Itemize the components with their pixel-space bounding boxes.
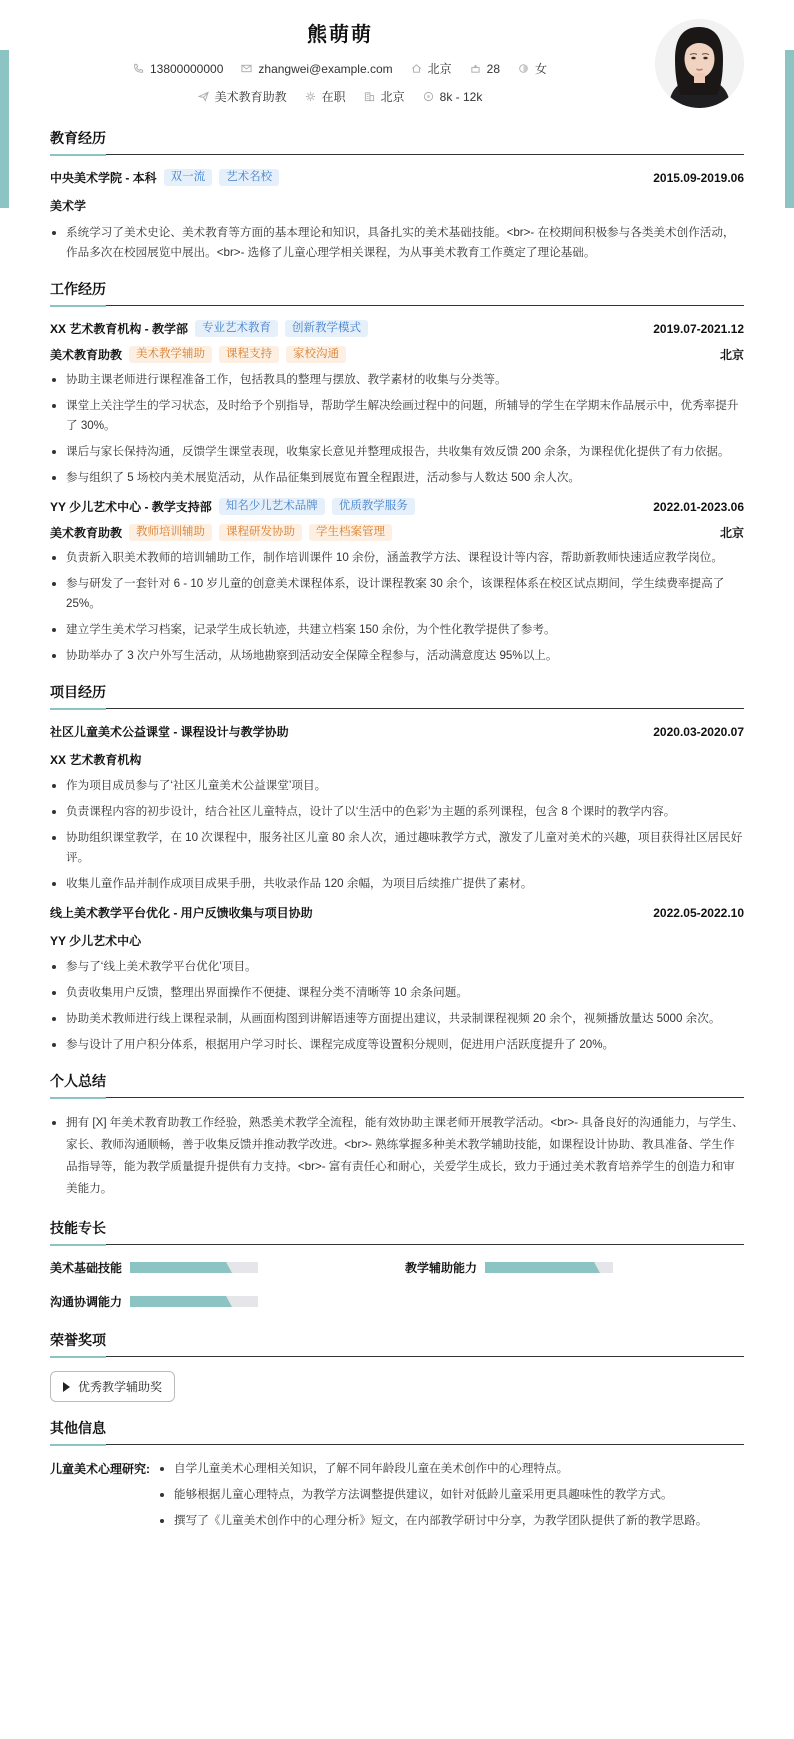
role-tag: 美术教学辅助 [129,346,212,363]
summary-title: 个人总结 [50,1071,744,1098]
role-tag: 学生档案管理 [309,524,392,541]
work-role-row [50,524,744,541]
company-name: YY 少儿艺术中心 - 教学支持部 [50,500,212,514]
other-section [50,1418,744,1537]
skills-grid [50,1259,744,1310]
work-bullets [50,370,744,488]
project-org: XX 艺术教育机构 [50,753,142,767]
other-label: 儿童美术心理研究: [50,1462,150,1476]
project-entry-header [50,723,744,740]
building-icon [364,91,375,102]
education-entry-left [50,169,279,186]
list-item: 课堂上关注学生的学习状态，及时给予个别指导，帮助学生解决绘画过程中的问题，所辅导的学生在学期末作品展示中，优秀率提升了 30%。 [50,396,744,436]
skill-item [50,1259,405,1276]
salary-item [423,90,483,104]
role-tag: 课程支持 [219,346,279,363]
award-item [50,1371,175,1402]
project-date: 2022.05-2022.10 [653,905,744,920]
skill-name: 沟通协调能力 [50,1295,123,1309]
left-accent-bar [0,50,9,208]
skill-name: 美术基础技能 [50,1261,123,1275]
award-name: 优秀教学辅助奖 [78,1380,163,1394]
status-item [305,88,346,105]
avatar [655,19,744,108]
other-title: 其他信息 [50,1418,744,1445]
project-date: 2020.03-2020.07 [653,724,744,739]
skill-bar-fill [485,1262,594,1273]
project-org: YY 少儿艺术中心 [50,934,142,948]
position-item [198,88,287,105]
school-name: 中央美术学院 - 本科 [50,171,157,185]
list-item: 协助主课老师进行课程准备工作，包括教具的整理与摆放、教学素材的收集与分类等。 [50,370,744,390]
gender-item [518,60,547,77]
job-intent-row [50,88,630,105]
project-name: 社区儿童美术公益课堂 - 课程设计与教学协助 [50,725,289,739]
list-item: 能够根据儿童心理特点，为教学方法调整提供建议，如针对低龄儿童采用更具趣味性的教学方式。 [158,1485,744,1505]
honors-section [50,1330,744,1402]
work-role-left [50,524,392,541]
resume-page [50,0,744,1537]
city-text: 北京 [427,62,452,76]
work-entry-header [50,498,744,515]
skill-name: 教学辅助能力 [405,1261,478,1275]
age-text: 28 [486,61,501,76]
role-tag: 课程研发协助 [219,524,302,541]
skill-bar [130,1262,258,1273]
company-tag: 知名少儿艺术品牌 [219,498,325,515]
status-icon [305,91,316,102]
skill-item [50,1293,405,1310]
summary-section [50,1071,744,1200]
work-section [50,279,744,666]
phone-icon [133,63,144,74]
resume-header [50,0,744,128]
honors-title: 荣誉奖项 [50,1330,744,1357]
mail-icon [241,63,252,74]
age-item [470,62,500,76]
project-bullets [50,957,744,1055]
list-item: 负责课程内容的初步设计，结合社区儿童特点，设计了以‘生活中的色彩’为主题的系列课程，包含 8 个课时的教学内容。 [50,802,744,822]
list-item: 参与研发了一套针对 6 - 10 岁儿童的创意美术课程体系，设计课程教案 30 余个，该课程体系在校区试点期间，学生续费率提高了 25%。 [50,574,744,614]
email-text: zhangwei@example.com [258,61,393,76]
project-entry-header [50,904,744,921]
skills-section [50,1218,744,1310]
role-name: 美术教育助教 [50,348,123,362]
other-bullets [158,1459,744,1537]
work-date: 2022.01-2023.06 [653,499,744,514]
skills-title: 技能专长 [50,1218,744,1245]
projects-title: 项目经历 [50,682,744,709]
list-item: 负责新入职美术教师的培训辅助工作，制作培训课件 10 余份，涵盖教学方法、课程设计等内容，帮助新教师快速适应教学岗位。 [50,548,744,568]
age-icon [470,63,481,74]
education-bullets [50,223,744,263]
city-item [411,60,452,77]
education-title: 教育经历 [50,128,744,155]
play-icon [63,1382,70,1392]
project-name: 线上美术教学平台优化 - 用户反馈收集与项目协助 [50,906,313,920]
company-tag: 优质教学服务 [332,498,415,515]
salary-icon [423,91,434,102]
home-icon [411,63,422,74]
projects-section [50,682,744,1055]
avatar-portrait [655,19,744,108]
right-accent-bar [785,50,794,208]
other-entry [50,1459,744,1537]
status-text: 在职 [321,90,346,104]
major-name: 美术学 [50,199,87,213]
list-item: 撰写了《儿童美术创作中的心理分析》短文，在内部教学研讨中分享，为教学团队提供了新的教学思路。 [158,1511,744,1531]
education-date: 2015.09-2019.06 [653,170,744,185]
summary-text: 拥有 [X] 年美术教育助教工作经验，熟悉美术教学全流程，能有效协助主课老师开展教学活动。<br>- 具备良好的沟通能力，与学生、家长、教师沟通顺畅，善于收集反馈并推动教学改进。<br>- 熟练掌握多种美术教学辅助技能，如课程设计协助、教具准备、学生作品指导等，能为教学质量提升提供有力支持。<br>- 富有责任心和耐心，关爱学生成长，致力于通过美术教育培养学生的创造力和审美能力。 [50,1112,744,1200]
target-city-text: 北京 [380,90,405,104]
list-item: 作为项目成员参与了‘社区儿童美术公益课堂’项目。 [50,776,744,796]
school-tag: 艺术名校 [219,169,279,186]
role-tag: 家校沟通 [286,346,346,363]
work-role-left [50,346,346,363]
plane-icon [198,91,209,102]
list-item: 参与组织了 5 场校内美术展览活动，从作品征集到展览布置全程跟进，活动参与人数达 500 余人次。 [50,468,744,488]
skill-bar-fill [130,1296,226,1307]
list-item: 系统学习了美术史论、美术教育等方面的基本理论和知识，具备扎实的美术基础技能。<br>- 在校期间积极参与各类美术创作活动，作品多次在校园展览中展出。<br>- 选修了儿童心理学相关课程，为从事美术教育工作奠定了理论基础。 [50,223,744,263]
work-date: 2019.07-2021.12 [653,321,744,336]
list-item: 协助举办了 3 次户外写生活动，从场地勘察到活动安全保障全程参与，活动满意度达 95%以上。 [50,646,744,666]
work-entry-header [50,320,744,337]
salary-text: 8k - 12k [439,89,483,104]
education-section [50,128,744,263]
skill-item [405,1259,744,1276]
contact-row [50,60,630,77]
candidate-name: 熊萌萌 [307,24,373,46]
list-item: 建立学生美术学习档案，记录学生成长轨迹，共建立档案 150 余份，为个性化教学提供了参考。 [50,620,744,640]
gender-icon [518,63,529,74]
gender-text: 女 [535,62,548,76]
company-name: XX 艺术教育机构 - 教学部 [50,322,189,336]
list-item: 收集儿童作品并制作成项目成果手册，共收录作品 120 余幅，为项目后续推广提供了素材。 [50,874,744,894]
work-title: 工作经历 [50,279,744,306]
work-location: 北京 [719,526,744,540]
company-tag: 专业艺术教育 [195,320,278,337]
list-item: 协助组织课堂教学，在 10 次课程中，服务社区儿童 80 余人次，通过趣味教学方式，激发了儿童对美术的兴趣，项目获得社区居民好评。 [50,828,744,868]
skill-bar [130,1296,258,1307]
email-item [241,62,392,76]
list-item: 参与设计了用户积分体系，根据用户学习时长、课程完成度等设置积分规则，促进用户活跃度提升了 20%。 [50,1035,744,1055]
list-item: 自学儿童美术心理相关知识，了解不同年龄段儿童在美术创作中的心理特点。 [158,1459,744,1479]
list-item: 参与了‘线上美术教学平台优化’项目。 [50,957,744,977]
list-item: 协助美术教师进行线上课程录制，从画面构图到讲解语速等方面提出建议，共录制课程视频 20 余个，视频播放量达 5000 余次。 [50,1009,744,1029]
work-entry-left [50,498,415,515]
work-bullets [50,548,744,666]
skill-bar-fill [130,1262,226,1273]
phone-item [133,62,223,76]
list-item: 课后与家长保持沟通，反馈学生课堂表现，收集家长意见并整理成报告，共收集有效反馈 200 余条，为课程优化提供了有力依据。 [50,442,744,462]
position-text: 美术教育助教 [214,90,287,104]
role-name: 美术教育助教 [50,526,123,540]
phone-text: 13800000000 [149,61,224,76]
company-tag: 创新教学模式 [285,320,368,337]
work-entry-left [50,320,368,337]
list-item: 负责收集用户反馈，整理出界面操作不便捷、课程分类不清晰等 10 余条问题。 [50,983,744,1003]
education-entry-header [50,169,744,186]
school-tag: 双一流 [164,169,213,186]
project-bullets [50,776,744,894]
skill-bar [485,1262,613,1273]
work-location: 北京 [719,348,744,362]
target-city-item [364,88,405,105]
role-tag: 教师培训辅助 [129,524,212,541]
work-role-row [50,346,744,363]
